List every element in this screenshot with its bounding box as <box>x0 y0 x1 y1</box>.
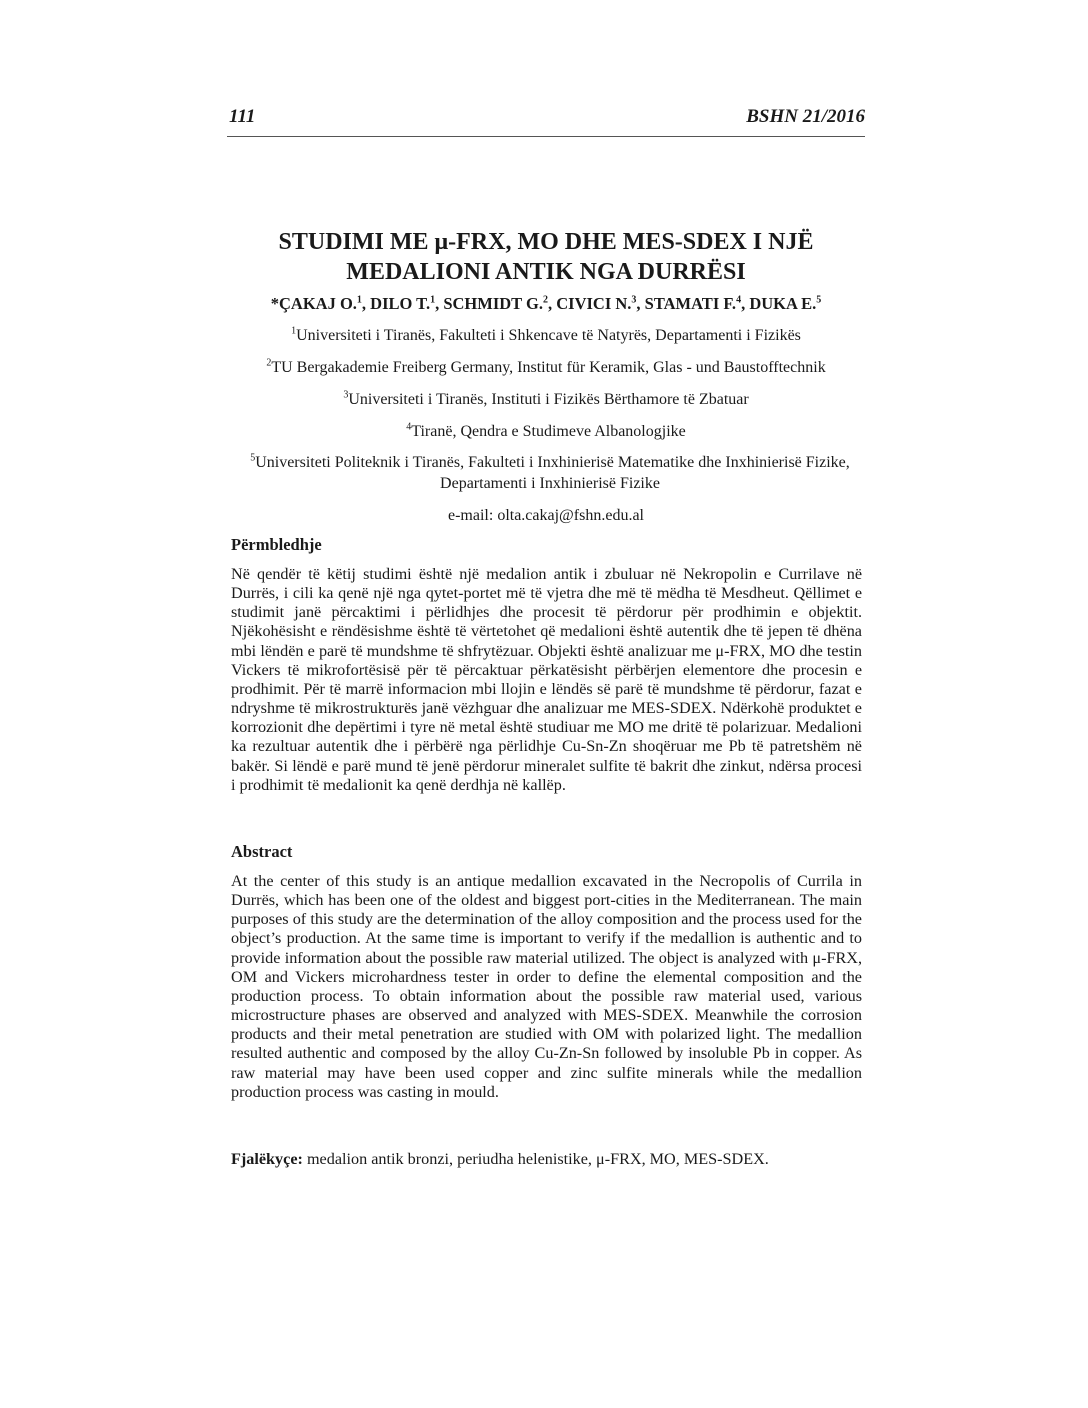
journal-reference: BSHN 21/2016 <box>746 106 865 127</box>
affiliation-2: $^2$TU Bergakademie Freiberg Germany, Institut für Keramik, Glas - und Baustofftechnik <box>266 357 826 376</box>
author-list: *ÇAKAJ O.$^1$, DILO T.$^1$, SCHMIDT G.$^2$, CIVICI N.$^3$, STAMATI F.$^4$, DUKA E.$^5$ <box>270 294 822 313</box>
keywords-text: medalion antik bronzi, periudha helenistike, μ-FRX, MO, MES-SDEX. <box>306 1150 769 1168</box>
author: *ÇAKAJ O.$^1$ <box>270 294 362 313</box>
paper-title <box>227 227 865 287</box>
author: DILO T.$^1$ <box>370 294 436 313</box>
affiliation-1: $^1$Universiteti i Tiranës, Fakulteti i Shkencave të Natyrës, Departamenti i Fizikës <box>291 325 801 344</box>
running-header <box>227 106 865 137</box>
affiliation-5: $^5$Universiteti Politeknik i Tiranës, Fakulteti i Inxhinierisë Matematike dhe Inxhinierisë Fizike, Departamenti i Inxhinierisë Fizike <box>250 452 850 492</box>
author: CIVICI N.$^3$ <box>556 294 637 313</box>
abstract-paragraph: At the center of this study is an antique medallion excavated in the Necropolis of Currila in Durrës, which has been one of the oldest and biggest port-cities in the Mediterranean. The main purposes of this study are the determination of the alloy composition and the process used for the object’s production. At the same time is important to verify if the medallion is authentic and to provide information about the possible raw material utilized. The object is analyzed with μ-FRX, OM and Vickers microhardness tester in order to define the elemental composition and the production process. To obtain information about the possible raw material used, various microstructure phases are observed and analyzed with MES-SDEX. Meanwhile the corrosion products and their metal penetration are studied with OM with polarized light. The medallion resulted authentic and composed by the alloy Cu-Zn-Sn followed by insoluble Pb in copper. As raw material may have been used copper and zinc sulfite minerals while the medallion production process was casting in mould. <box>231 872 862 1101</box>
title-line-1: STUDIMI ME μ-FRX, MO DHE MES-SDEX I NJË <box>278 229 814 255</box>
author: STAMATI F.$^4$ <box>644 294 742 313</box>
keywords-label: Fjalëkyçe: <box>231 1150 303 1168</box>
keywords <box>231 1150 862 1169</box>
affiliation-3: $^3$Universiteti i Tiranës, Instituti i Fizikës Bërthamore të Zbatuar <box>343 389 749 408</box>
summary-heading: Përmbledhje <box>231 535 322 554</box>
author: DUKA E.$^5$ <box>749 294 822 313</box>
abstract-heading: Abstract <box>231 842 293 861</box>
summary-paragraph: Në qendër të këtij studimi është një medalion antik i zbuluar në Nekropolin e Currilave në Durrës, i cili ka qenë një nga qytet-portet më të vjetra dhe më të mëdha të Mesdheut. Qëllimet e studimit janë përcaktimi i përlidhjes dhe procesit të përdorur për prodhimin e objektit. Njëkohësisht e rëndësishme është të vërtetohet që medalioni është autentik dhe të jepen të dhëna mbi lëndën e parë të mundshme të shfrytëzuar. Objekti është analizuar me μ-FRX, MO dhe testin Vickers të mikrofortësisë për të përcaktuar përkatësisht përbërjen elementore dhe procesin e prodhimit. Për të marrë informacion mbi llojin e lëndës së parë të mundshme të përdorur, fazat e ndryshme të mikrostrukturës janë vëzhguar dhe analizuar me MES-SDEX. Ndërkohë produktet e korrozionit dhe depërtimi i tyre në metal është studiuar me MO me dritë të polarizuar. Medalioni ka rezultuar autentik dhe i përbërë nga përlidhje Cu-Sn-Zn shoqëruar me Pb të patretshëm në bakër. Si lëndë e parë mund të jenë përdorur mineralet sulfite të bakrit dhe zinkut, ndërsa procesi i prodhimit të medalionit ka qenë derdhja në kallëp. <box>231 565 862 794</box>
page-number: 111 <box>229 106 256 127</box>
title-line-2: MEDALIONI ANTIK NGA DURRËSI <box>346 259 746 285</box>
author: SCHMIDT G.$^2$ <box>443 294 548 313</box>
affiliation-4: $^4$Tiranë, Qendra e Studimeve Albanologjike <box>406 421 686 440</box>
contact-email: e-mail: olta.cakaj@fshn.edu.al <box>448 507 644 524</box>
